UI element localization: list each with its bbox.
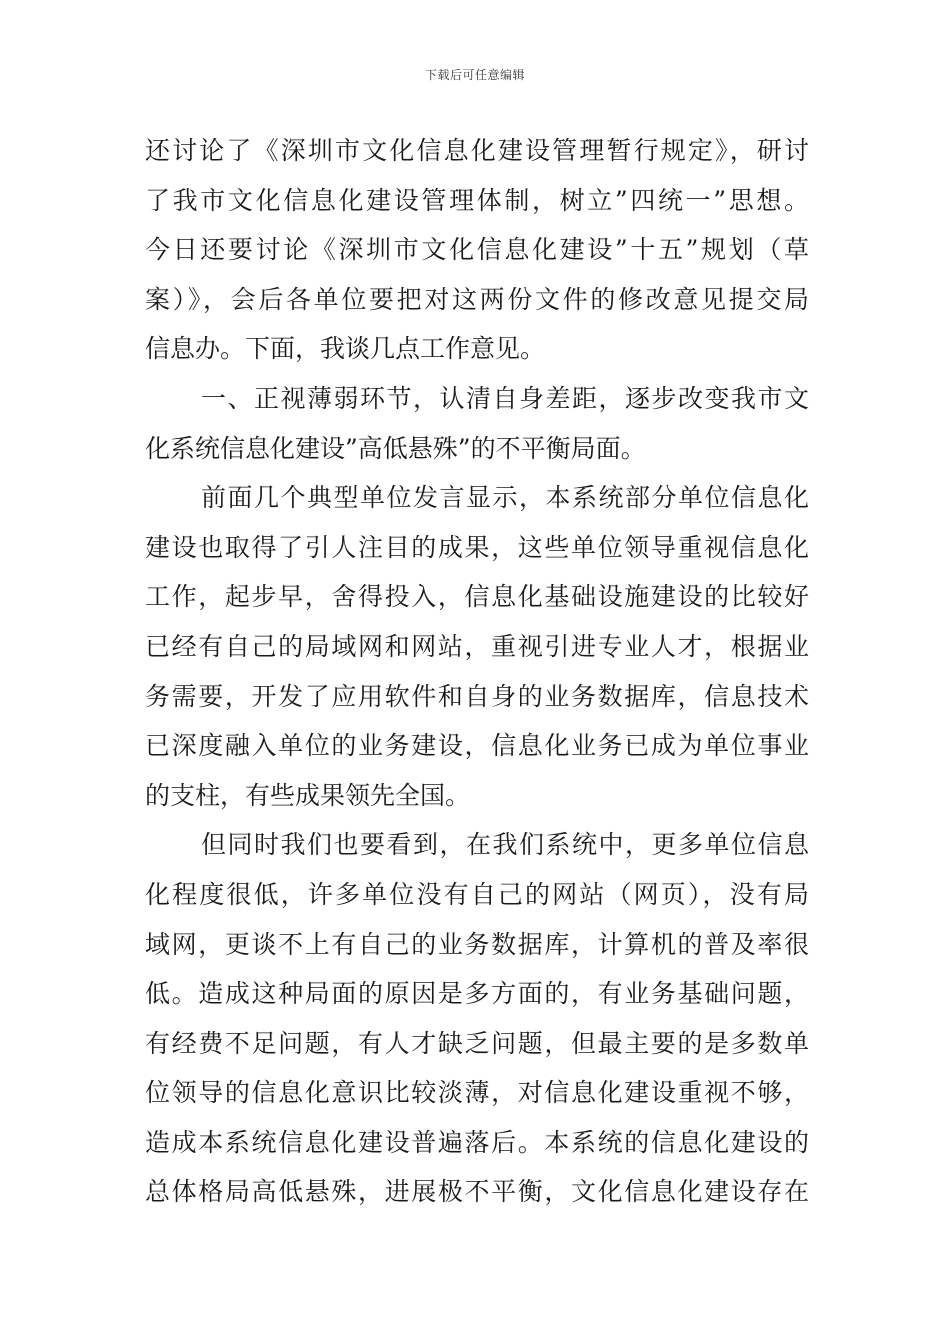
- text-line: 已经有自己的局域网和网站，重视引进专业人才，根据业: [145, 631, 809, 661]
- text-line: 工作，起步早，舍得投入，信息化基础设施建设的比较好: [145, 582, 809, 612]
- text-line: 造成本系统信息化建设普遍落后。本系统的信息化建设的: [145, 1127, 809, 1157]
- text-line: 今日还要讨论《深圳市文化信息化建设”十五”规划（草: [145, 235, 809, 265]
- text-line: 还讨论了《深圳市文化信息化建设管理暂行规定》，研讨: [145, 136, 809, 165]
- text-line: 务需要，开发了应用软件和自身的业务数据库，信息技术: [145, 681, 809, 711]
- text-line: 一、正视薄弱环节，认清自身差距，逐步改变我市文: [201, 383, 809, 413]
- text-line: 信息办。下面，我谈几点工作意见。: [145, 334, 546, 364]
- text-line: 有经费不足问题，有人才缺乏问题，但最主要的是多数单: [145, 1028, 809, 1058]
- text-line: 低。造成这种局面的原因是多方面的，有业务基础问题，: [145, 979, 809, 1009]
- text-line: 案）》，会后各单位要把对这两份文件的修改意见提交局: [145, 284, 809, 314]
- text-line: 建设也取得了引人注目的成果，这些单位领导重视信息化: [145, 532, 809, 562]
- text-line: 但同时我们也要看到，在我们系统中，更多单位信息: [201, 830, 809, 860]
- header-note: 下载后可任意编辑: [424, 68, 525, 82]
- text-line: 位领导的信息化意识比较淡薄，对信息化建设重视不够，: [145, 1078, 809, 1108]
- text-line: 域网，更谈不上有自己的业务数据库，计算机的普及率很: [145, 929, 809, 959]
- text-line: 已深度融入单位的业务建设，信息化业务已成为单位事业: [145, 731, 809, 761]
- text-line: 的支柱，有些成果领先全国。: [145, 780, 471, 810]
- text-line: 前面几个典型单位发言显示，本系统部分单位信息化: [201, 483, 809, 513]
- body-text: [145, 126, 809, 1217]
- text-line: 了我市文化信息化建设管理体制，树立”四统一”思想。: [145, 185, 809, 215]
- text-line: 化程度很低，许多单位没有自己的网站（网页），没有局: [145, 879, 809, 909]
- text-line: 化系统信息化建设”高低悬殊”的不平衡局面。: [145, 433, 646, 463]
- text-line: 总体格局高低悬殊，进展极不平衡，文化信息化建设存在: [145, 1177, 809, 1207]
